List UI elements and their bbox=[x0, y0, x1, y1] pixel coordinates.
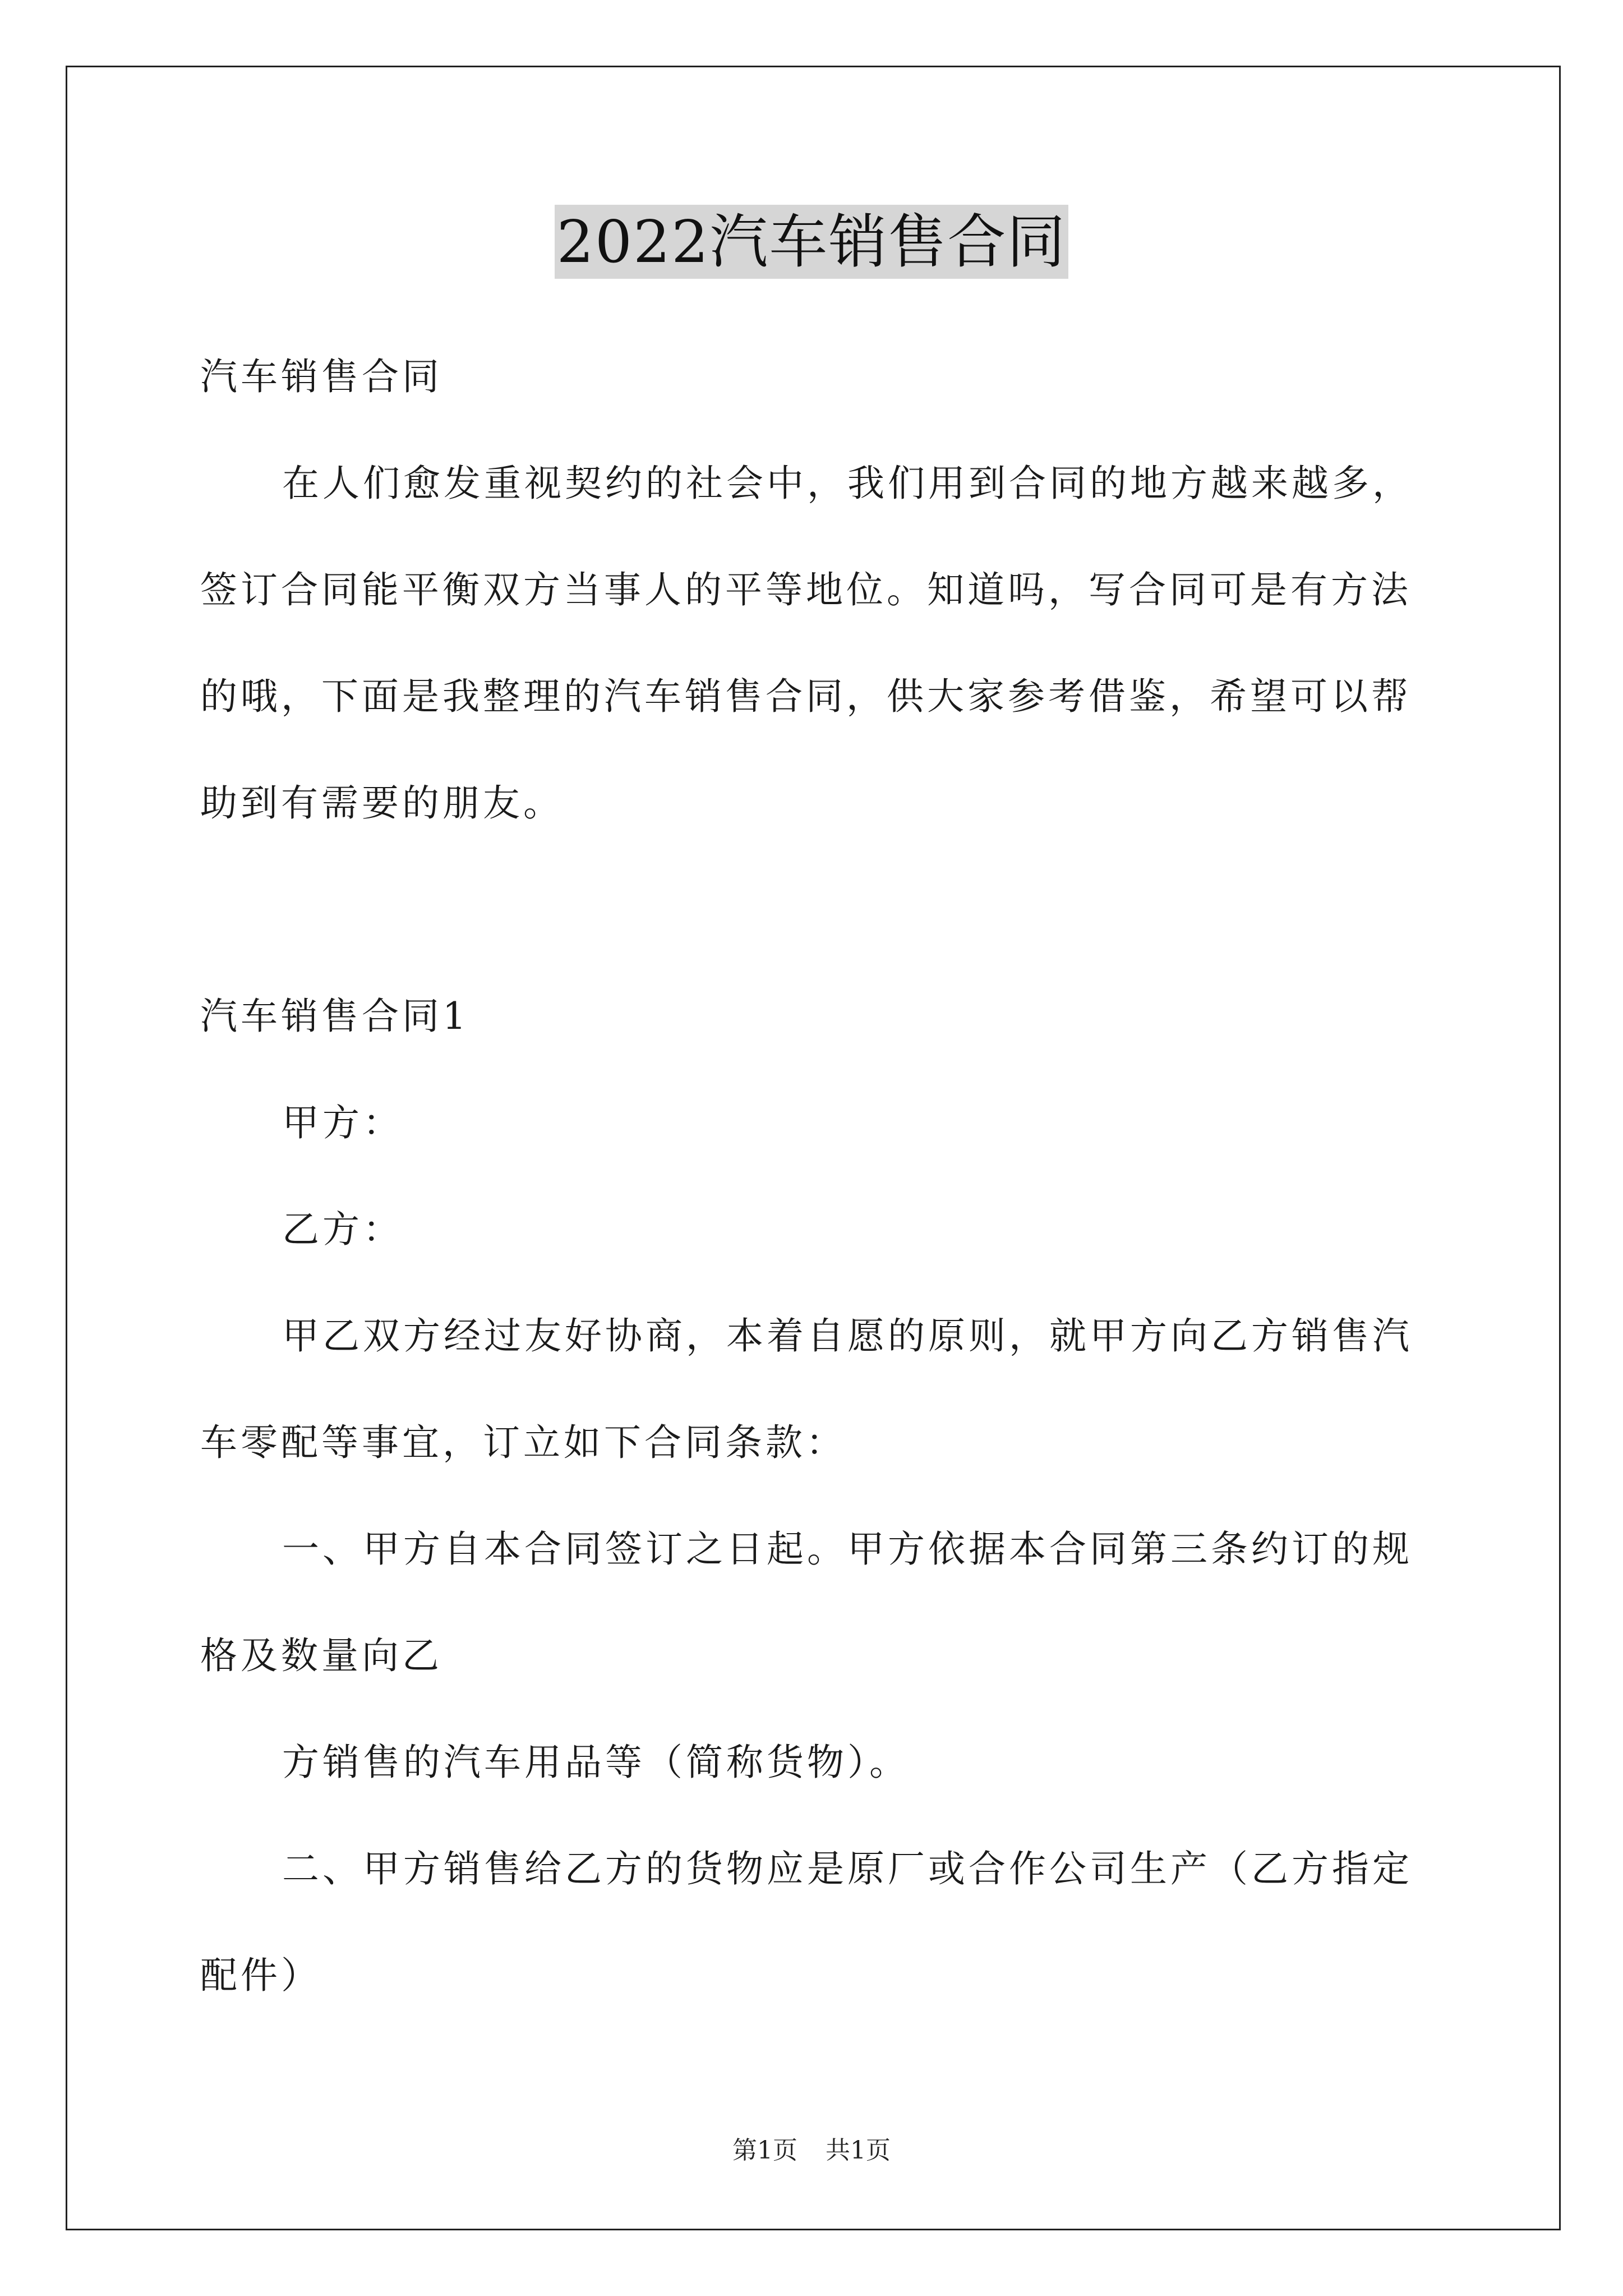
intro-line-3: 的哦，下面是我整理的汽车销售合同，供大家参考借鉴，希望可以帮 bbox=[200, 675, 1412, 718]
section-heading: 汽车销售合同1 bbox=[200, 995, 469, 1038]
intro-line-2: 签订合同能平衡双方当事人的平等地位。知道吗，写合同可是有方法 bbox=[200, 568, 1412, 611]
body-line-6: 二、甲方销售给乙方的货物应是原厂或合作公司生产（乙方指定 bbox=[282, 1847, 1413, 1890]
body-line-7: 配件） bbox=[200, 1954, 321, 1997]
party-a-label: 甲方： bbox=[282, 1101, 403, 1144]
intro-line-1: 在人们愈发重视契约的社会中，我们用到合同的地方越来越多， bbox=[282, 462, 1413, 505]
body-line-1: 甲乙双方经过友好协商，本着自愿的原则，就甲方向乙方销售汽 bbox=[282, 1314, 1413, 1358]
body-line-5: 方销售的汽车用品等（简称货物）。 bbox=[282, 1741, 910, 1784]
page-number-current: 第1页 bbox=[732, 2136, 797, 2165]
body-line-4: 格及数量向乙 bbox=[200, 1634, 442, 1677]
document-title: 2022汽车销售合同 bbox=[555, 205, 1069, 279]
body-line-3: 一、甲方自本合同签订之日起。甲方依据本合同第三条约订的规 bbox=[282, 1527, 1413, 1571]
page-footer bbox=[0, 2135, 1623, 2166]
title-container bbox=[0, 205, 1623, 279]
body-line-2: 车零配等事宜，订立如下合同条款： bbox=[200, 1421, 846, 1464]
intro-line-4: 助到有需要的朋友。 bbox=[200, 781, 564, 825]
party-b-label: 乙方： bbox=[282, 1208, 403, 1251]
page-number-total: 共1页 bbox=[826, 2136, 891, 2165]
document-heading: 汽车销售合同 bbox=[200, 355, 442, 398]
